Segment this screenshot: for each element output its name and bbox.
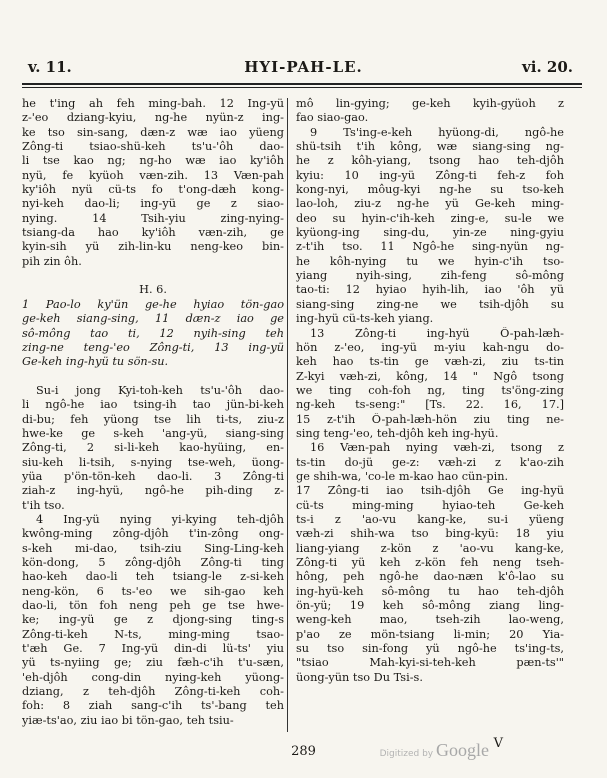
- text-line: siu-keh li-tsih, s-nying tse-weh, üong-: [22, 455, 284, 469]
- text-line: lao-loh, ziu-z ng-he yü Ge-keh ming-: [296, 197, 564, 211]
- text-line: li ngô-he iao tsing-ih tao jün-bi-keh: [22, 398, 284, 412]
- text-line: hông, peh ngô-he dao-næn k'ô-lao su: [296, 570, 564, 584]
- text-line: üong-yün tso Du Tsi-s.: [296, 670, 423, 684]
- text-line: z-t'ih tso. 11 Ngô-he sing-nyün ng-: [296, 240, 564, 254]
- text-line: foh: 8 ziah sang-c'ih ts'-bang teh: [22, 699, 284, 713]
- left-text-column: [22, 97, 284, 728]
- text-line: kyin-sih yü zih-lin-ku neng-keo bin-: [22, 240, 284, 254]
- text-line: 'eh-djôh cong-din nying-keh yüong-: [22, 670, 284, 684]
- text-line: ing-hyü-keh sô-mông tu hao teh-djôh: [296, 584, 564, 598]
- text-line: liang-yiang z-kön z 'ao-vu kang-ke,: [296, 541, 564, 555]
- text-line: ts-i z 'ao-vu kang-ke, su-i yüeng: [296, 512, 564, 526]
- text-line: yüa p'ön-tön-keh dao-li. 3 Zông-ti: [22, 469, 284, 483]
- text-line: kön-dong, 5 zông-djôh Zông-ti ting: [22, 556, 284, 569]
- text-line: hwe-ke ge s-keh 'ang-yü, siang-sing: [22, 426, 284, 440]
- text-line: 9 Ts'ing-e-keh hyüong-di, ngô-he: [310, 125, 564, 139]
- text-line: ge shih-wa, 'co-le m-kao hao cün-pin.: [296, 469, 509, 483]
- text-line: p'ao ze mön-tsiang li-min; 20 Yia-: [296, 627, 564, 641]
- text-line: Ge-keh ing-hyü tu sön-su.: [22, 355, 169, 369]
- text-line: yiæ-ts'ao, ziu iao bi tön-gao, teh tsiu-: [22, 713, 234, 727]
- text-line: pih zin ôh.: [22, 254, 82, 268]
- text-line: ziah-z ing-hyü, ngô-he pih-ding z-: [22, 484, 284, 498]
- text-line: li tse kao ng; ng-ho wæ iao ky'iôh: [22, 154, 284, 168]
- text-line: ön-yü; 19 keh sô-mông ziang ling-: [296, 599, 564, 613]
- text-line: ge-keh siang-sing, 11 dæn-z iao ge: [22, 312, 284, 326]
- text-line: nying. 14 Tsih-yiu zing-nying-: [22, 211, 284, 225]
- text-line: yü ts-nyiing ge; ziu fæh-c'ih t'u-sæn,: [22, 656, 284, 670]
- page-number: 289: [291, 744, 316, 759]
- right-text-column: [296, 97, 564, 685]
- text-line: væh-zi shih-wa tso bing-kyü: 18 yiu: [296, 527, 564, 541]
- text-line: ng-keh ts-seng:" [Ts. 22. 16, 17.]: [296, 398, 564, 412]
- text-line: 17 Zông-ti iao tsih-djôh Ge ing-hyü: [296, 484, 564, 498]
- text-line: fao siao-gao.: [296, 111, 369, 125]
- text-line: hao-keh dao-li teh tsiang-le z-si-keh: [22, 570, 284, 584]
- header-left-reference: v. 11.: [28, 58, 72, 76]
- text-line: Z-kyi væh-zi, kông, 14 " Ngô tsong: [296, 369, 564, 383]
- text-line: we ting coh-foh ng, ting ts'öng-zing: [296, 383, 564, 397]
- google-watermark-logo: Google: [436, 740, 489, 760]
- signature-mark: V: [493, 736, 503, 751]
- text-line: keh hao ts-tin ge væh-zi, ziu ts-tin: [296, 355, 564, 369]
- text-line: kyiu: 10 ing-yü Zông-ti feh-z foh: [296, 168, 564, 182]
- text-line: he t'ing ah feh ming-bah. 12 Ing-yü: [22, 97, 284, 110]
- text-line: he z kôh-yiang, tsong hao teh-djôh: [296, 154, 564, 168]
- text-line: tsiang-da hao ky'iôh væn-zih, ge: [22, 226, 284, 240]
- text-line: yiang nyih-sing, zih-feng sô-mông: [296, 269, 564, 283]
- text-line: nyi-keh dao-li; ing-yü ge z siao-: [22, 197, 284, 211]
- text-line: he kôh-nying tu we hyin-c'ih tso-: [296, 254, 564, 268]
- text-line: Zông-ti, 2 si-li-keh kao-hyüing, en-: [22, 441, 284, 455]
- text-line: Zông-ti tsiao-shü-keh ts'u-'ôh dao-: [22, 140, 284, 154]
- text-line: ing-hyü cü-ts-keh yiang.: [296, 312, 434, 326]
- text-line: 16 Væn-pah nying væh-zi, tsong z: [310, 441, 564, 455]
- text-line: ke tso sin-sang, dæn-z wæ iao yüeng: [22, 125, 284, 139]
- text-line: su tso sin-fong yü ngô-he ts'ing-ts,: [296, 642, 564, 656]
- text-line: kong-nyi, môug-kyi ng-he su tso-keh: [296, 183, 564, 197]
- text-line: 4 Ing-yü nying yi-kying teh-djôh: [36, 512, 284, 526]
- text-line: Zông-ti yü keh z-kön feh neng tseh-: [296, 556, 564, 569]
- digitized-watermark: [380, 740, 489, 761]
- text-line: dziang, z teh-djôh Zông-ti-keh coh-: [22, 685, 284, 699]
- text-line: Zông-ti-keh N-ts, ming-ming tsao-: [22, 627, 284, 641]
- text-line: 1 Pao-lo ky'ün ge-he hyiao tön-gao: [22, 297, 284, 311]
- text-line: kyüong-ing sing-du, yin-ze ning-gyiu: [296, 226, 564, 240]
- text-line: zing-ne teng-'eo Zông-ti, 13 ing-yü: [22, 340, 284, 354]
- text-line: [22, 370, 284, 384]
- header-right-reference: vi. 20.: [522, 58, 573, 76]
- column-divider: [287, 98, 288, 732]
- text-line: nyü, fe kyüoh væn-zih. 13 Væn-pah: [22, 168, 284, 182]
- text-line: z-'eo dziang-kyiu, ng-he nyün-z ing-: [22, 111, 284, 125]
- text-line: hön z-'eo, ing-yü m-yiu kah-ngu do-: [296, 340, 564, 354]
- header-rule-bottom: [22, 87, 582, 88]
- text-line: neng-kön, 6 ts-'eo we sih-gao keh: [22, 584, 284, 598]
- text-line: siang-sing zing-ne we tsih-djôh su: [296, 297, 564, 311]
- text-line: sô-mông tao ti, 12 nyih-sing teh: [22, 326, 284, 340]
- text-line: ky'iôh nyü cü-ts fo t'ong-dæh kong-: [22, 183, 284, 197]
- text-line: Su-i jong Kyi-toh-keh ts'u-'ôh dao-: [36, 383, 284, 397]
- text-line: 13 Zông-ti ing-hyü Ô-pah-læh-: [310, 326, 564, 340]
- text-line: ke; ing-yü ge z djong-sing ting-s: [22, 613, 284, 627]
- text-line: "tsiao Mah-kyi-si-teh-keh pæn-ts'": [296, 656, 564, 670]
- text-line: ts-tin do-jü ge-z: væh-zi z k'ao-zih: [296, 455, 564, 469]
- text-line: tao-ti: 12 hyiao hyih-lih, iao 'ôh yü: [296, 283, 564, 297]
- text-line: 15 z-t'ih Ô-pah-læh-hön ziu ting ne-: [296, 412, 564, 426]
- text-line: H. 6.: [139, 283, 167, 297]
- text-line: weng-keh mao, tseh-zih lao-weng,: [296, 613, 564, 627]
- text-line: [22, 269, 284, 283]
- text-line: cü-ts ming-ming hyiao-teh Ge-keh: [296, 498, 564, 512]
- running-title: HYI-PAH-LE.: [244, 58, 363, 76]
- text-line: di-bu; feh yüong tse lih ti-ts, ziu-z: [22, 412, 284, 426]
- text-line: deo su hyin-c'ih-keh zing-e, su-le we: [296, 211, 564, 225]
- text-line: t'ih tso.: [22, 498, 65, 512]
- text-line: shü-tsih t'ih kông, wæ siang-sing ng-: [296, 140, 564, 154]
- text-line: sing teng-'eo, teh-djôh keh ing-hyü.: [296, 426, 499, 440]
- text-line: mô lin-gying; ge-keh kyih-gyüoh z: [296, 97, 564, 110]
- header-rule-top: [22, 83, 582, 85]
- text-line: t'æh Ge. 7 Ing-yü din-di lü-ts' yiu: [22, 642, 284, 656]
- text-line: s-keh mi-dao, tsih-ziu Sing-Ling-keh: [22, 541, 284, 555]
- text-line: dao-li, tön foh neng peh ge tse hwe-: [22, 599, 284, 613]
- digitized-label: Digitized by: [379, 749, 434, 759]
- text-line: kwông-ming zông-djôh t'in-zông ong-: [22, 527, 284, 541]
